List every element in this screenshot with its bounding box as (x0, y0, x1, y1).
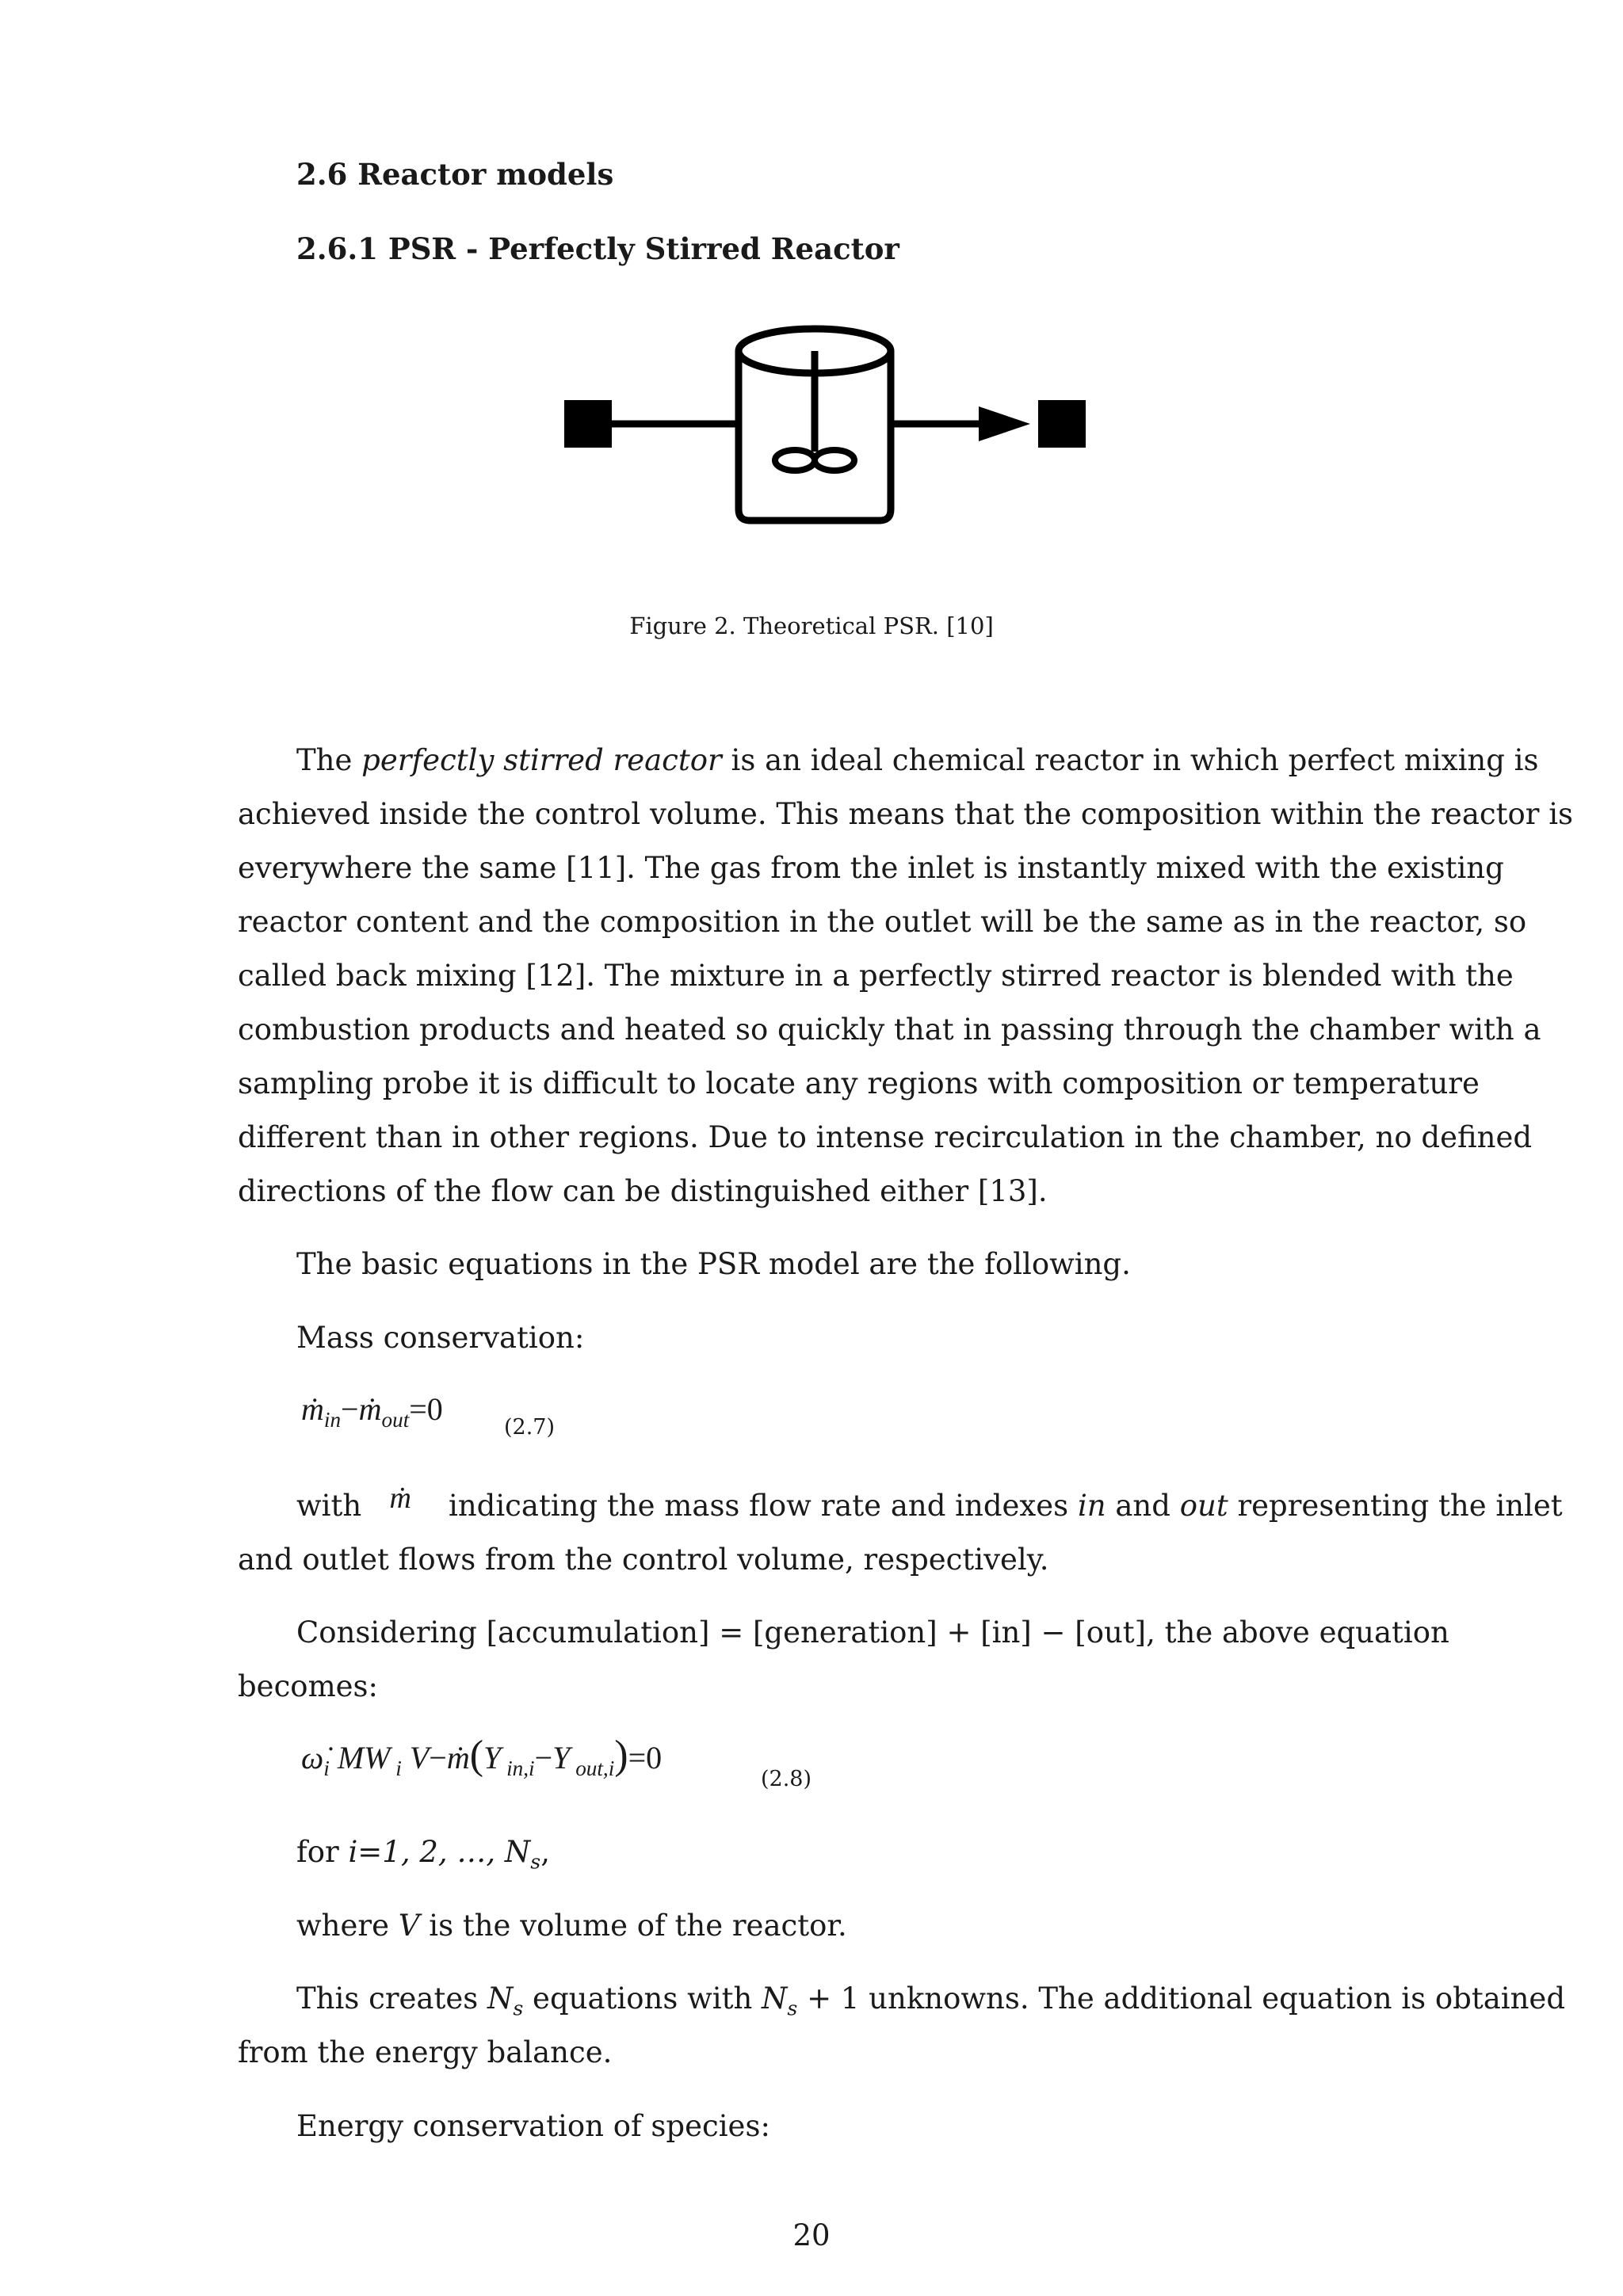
subscript: s (513, 1997, 524, 2020)
equation-2-7-number: (2.7) (504, 1415, 556, 1440)
where-line (296, 1899, 847, 1953)
text: and (1115, 1489, 1170, 1523)
psr-diagram (555, 313, 1109, 535)
para1-line-7: sampling probe it is difficult to locate any regions with composition or temperature (238, 1066, 1480, 1100)
para1-line-1 (296, 734, 1539, 788)
mass-conservation-label: Mass conservation: (296, 1321, 585, 1355)
text: representing the inlet (1237, 1489, 1563, 1523)
outlet-arrow (979, 406, 1030, 441)
text: , (540, 1835, 550, 1869)
subsection-heading: 2.6.1 PSR - Perfectly Stirred Reactor (296, 231, 899, 266)
text: equations with (533, 1981, 753, 2016)
page-number: 20 (792, 2218, 831, 2252)
variable: N (762, 1981, 788, 2016)
section-heading: 2.6 Reactor models (296, 157, 614, 192)
text: where (296, 1909, 389, 1943)
para1-line-8: different than in other regions. Due to intense recirculation in the chamber, no defined (238, 1120, 1533, 1154)
text: The (296, 743, 353, 777)
text: with (296, 1489, 362, 1523)
emphasis: out (1179, 1489, 1228, 1523)
stirrer-impeller (775, 450, 854, 471)
equation-2-8-number: (2.8) (761, 1767, 812, 1791)
para2: The basic equations in the PSR model are the following. (296, 1247, 1131, 1281)
subscript: s (787, 1997, 798, 2020)
subscript: s (530, 1850, 541, 1874)
mdot-symbol: ṁ (389, 1482, 411, 1515)
outlet-block (1038, 400, 1086, 448)
equation-2-8: $\omegȧ_i$ MW $_i$ V−ṁ(Y $_{in,i}$−Y $_{out,i}$)=0 (301, 1733, 663, 1780)
figure-caption: Figure 2. Theoretical PSR. [10] (629, 612, 994, 639)
para5-line-2: from the energy balance. (238, 2035, 613, 2069)
text: This creates (296, 1981, 479, 2016)
para1-line-6: combustion products and heated so quickly that in passing through the chamber with a (238, 1013, 1541, 1047)
para3-line-1 (296, 1479, 1563, 1533)
emphasis: in (1077, 1489, 1106, 1523)
para4-line-1: Considering [accumulation] = [generation] + [in] − [out], the above equation (296, 1615, 1449, 1650)
index-range-line (296, 1825, 550, 1889)
para5-line-1 (296, 1972, 1566, 2026)
inlet-block (564, 400, 612, 448)
para4-line-2: becomes: (238, 1669, 379, 1703)
text: for (296, 1835, 339, 1869)
energy-conservation-label: Energy conservation of species: (296, 2109, 770, 2143)
emphasis: perfectly stirred reactor (361, 743, 722, 777)
index-values: i=1, 2, …, N (348, 1835, 531, 1869)
variable: V (398, 1909, 420, 1943)
text: is an ideal chemical reactor in which perfect mixing is (731, 743, 1539, 777)
text: indicating the mass flow rate and indexes (449, 1489, 1069, 1523)
para1-line-4: reactor content and the composition in the outlet will be the same as in the reactor, so (238, 905, 1527, 939)
text: is the volume of the reactor. (429, 1909, 847, 1943)
para1-line-2: achieved inside the control volume. This means that the composition within the reactor is (238, 797, 1574, 831)
para3-line-2: and outlet flows from the control volume, respectively. (238, 1543, 1049, 1577)
reactor-vessel (739, 329, 891, 521)
para1-line-9: directions of the flow can be distinguished either [13]. (238, 1174, 1048, 1208)
text: + 1 unknowns. The additional equation is obtained (807, 1981, 1566, 2016)
variable: N (487, 1981, 514, 2016)
para1-line-3: everywhere the same [11]. The gas from the inlet is instantly mixed with the existing (238, 851, 1504, 885)
para1-line-5: called back mixing [12]. The mixture in a perfectly stirred reactor is blended with the (238, 959, 1514, 993)
equation-2-7: ṁ$_{in}$−ṁ$_{out}$=0 (301, 1391, 443, 1432)
